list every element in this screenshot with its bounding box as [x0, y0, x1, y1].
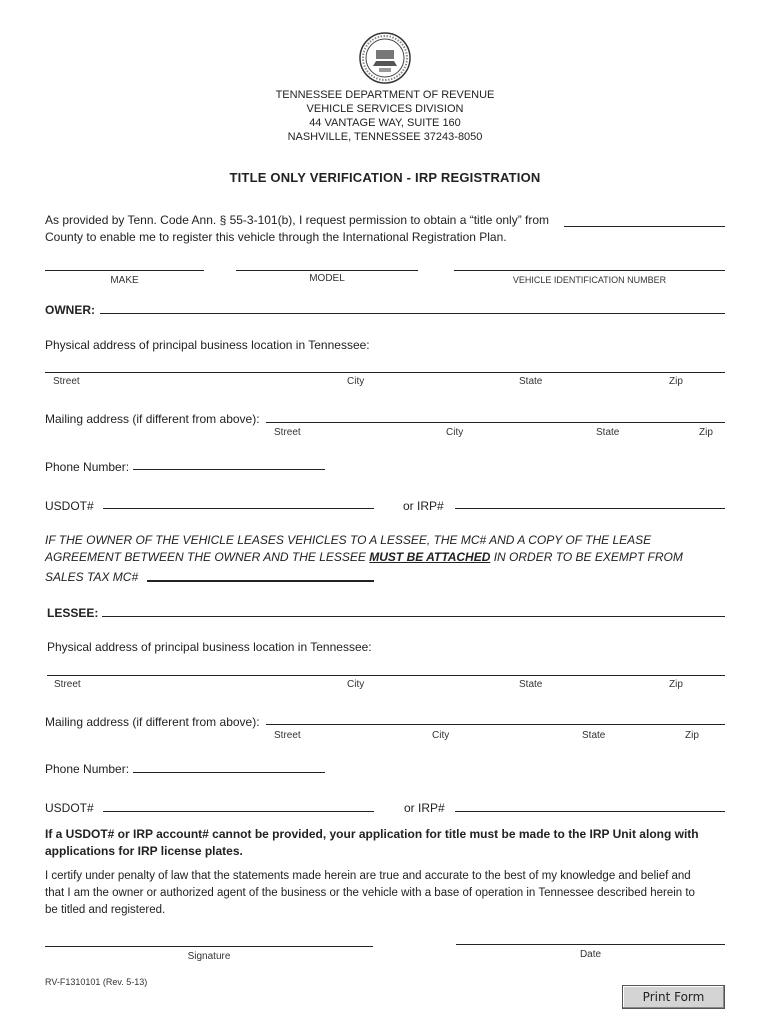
sales-tax-mc-label: SALES TAX MC# [45, 570, 139, 584]
lessee-mailing-state-label: State [582, 730, 606, 741]
owner-irp-label: or IRP# [403, 499, 444, 513]
lessee-mailing-street-label: Street [274, 730, 301, 741]
vin-label: VEHICLE IDENTIFICATION NUMBER [512, 275, 667, 285]
lessee-physical-label: Physical address of principal business location in Tennessee: [47, 640, 372, 654]
lessee-irp-label: or IRP# [404, 801, 445, 815]
signature-label: Signature [187, 951, 231, 962]
owner-zip-label: Zip [669, 376, 683, 387]
lease-notice-line2 [45, 550, 683, 564]
lessee-mailing-address-field[interactable] [266, 724, 725, 725]
lessee-usdot-label: USDOT# [45, 801, 94, 815]
lessee-usdot-field[interactable] [103, 811, 374, 812]
lessee-zip-label: Zip [669, 679, 683, 690]
division-name: VEHICLE SERVICES DIVISION [306, 103, 464, 115]
date-field[interactable] [456, 944, 725, 945]
lessee-city-label: City [347, 679, 365, 690]
city-address: NASHVILLE, TENNESSEE 37243-8050 [287, 131, 483, 143]
county-field[interactable] [564, 226, 725, 227]
owner-mailing-address-field[interactable] [266, 422, 725, 423]
owner-state-label: State [519, 376, 543, 387]
owner-street-label: Street [53, 376, 80, 387]
signature-field[interactable] [45, 946, 373, 947]
owner-label: OWNER: [45, 303, 95, 317]
warning-line1: If a USDOT# or IRP account# cannot be provided, your application for title must be made to the IRP Unit along with [45, 827, 699, 841]
intro-line2: County to enable me to register this vehicle through the International Registration Plan. [45, 230, 507, 244]
certify-line1: I certify under penalty of law that the statements made herein are true and accurate to the best of my knowledge and belief and [45, 870, 691, 882]
lessee-physical-address-field[interactable] [47, 675, 725, 676]
lessee-phone-label: Phone Number: [45, 762, 130, 776]
lessee-phone-field[interactable] [133, 772, 325, 773]
owner-city-label: City [347, 376, 365, 387]
date-label: Date [579, 949, 602, 960]
owner-mailing-label: Mailing address (if different from above): [45, 412, 260, 426]
form-title: TITLE ONLY VERIFICATION - IRP REGISTRATION [229, 170, 541, 185]
make-label: MAKE [110, 275, 139, 286]
owner-mailing-state-label: State [596, 427, 620, 438]
lessee-mailing-zip-label: Zip [685, 730, 699, 741]
warning-line2: applications for IRP license plates. [45, 844, 243, 858]
owner-mailing-city-label: City [446, 427, 464, 438]
lessee-street-label: Street [54, 679, 81, 690]
sales-tax-mc-field[interactable] [147, 580, 374, 582]
lessee-mailing-label: Mailing address (if different from above): [45, 715, 260, 729]
print-form-button[interactable]: Print Form [622, 985, 725, 1009]
owner-phone-label: Phone Number: [45, 460, 130, 474]
model-field[interactable] [236, 270, 418, 271]
owner-physical-label: Physical address of principal business location in Tennessee: [45, 338, 370, 352]
owner-mailing-street-label: Street [274, 427, 301, 438]
lessee-mailing-city-label: City [432, 730, 450, 741]
lessee-state-label: State [519, 679, 543, 690]
owner-phone-field[interactable] [133, 469, 325, 470]
owner-usdot-field[interactable] [103, 508, 374, 509]
lessee-name-field[interactable] [102, 616, 725, 617]
owner-name-field[interactable] [100, 313, 725, 314]
lease-notice-line2-start: AGREEMENT BETWEEN THE OWNER AND THE LESSEE [45, 550, 370, 564]
make-field[interactable] [45, 270, 204, 271]
form-number: RV-F1310101 (Rev. 5-13) [45, 977, 148, 987]
certify-line2: that I am the owner or authorized agent of the business or the vehicle with a base of operation in Tennessee described herein to [45, 887, 695, 899]
certify-line3: be titled and registered. [45, 904, 166, 916]
must-be-attached-text: MUST BE ATTACHED [369, 550, 491, 564]
owner-irp-field[interactable] [455, 508, 725, 509]
owner-mailing-zip-label: Zip [699, 427, 713, 438]
model-label: MODEL [309, 273, 345, 284]
tennessee-state-seal-icon [359, 32, 411, 84]
owner-physical-address-field[interactable] [45, 372, 725, 373]
lease-notice-line1: IF THE OWNER OF THE VEHICLE LEASES VEHICLES TO A LESSEE, THE MC# AND A COPY OF THE LEASE [45, 533, 652, 547]
owner-usdot-label: USDOT# [45, 499, 94, 513]
vin-field[interactable] [454, 270, 725, 271]
agency-name: TENNESSEE DEPARTMENT OF REVENUE [275, 89, 495, 101]
lessee-label: LESSEE: [47, 606, 99, 620]
lessee-irp-field[interactable] [455, 811, 725, 812]
intro-line1: As provided by Tenn. Code Ann. § 55-3-101(b), I request permission to obtain a “title only” from [45, 213, 550, 227]
lease-notice-line2-end: IN ORDER TO BE EXEMPT FROM [490, 550, 683, 564]
street-address: 44 VANTAGE WAY, SUITE 160 [309, 117, 461, 129]
